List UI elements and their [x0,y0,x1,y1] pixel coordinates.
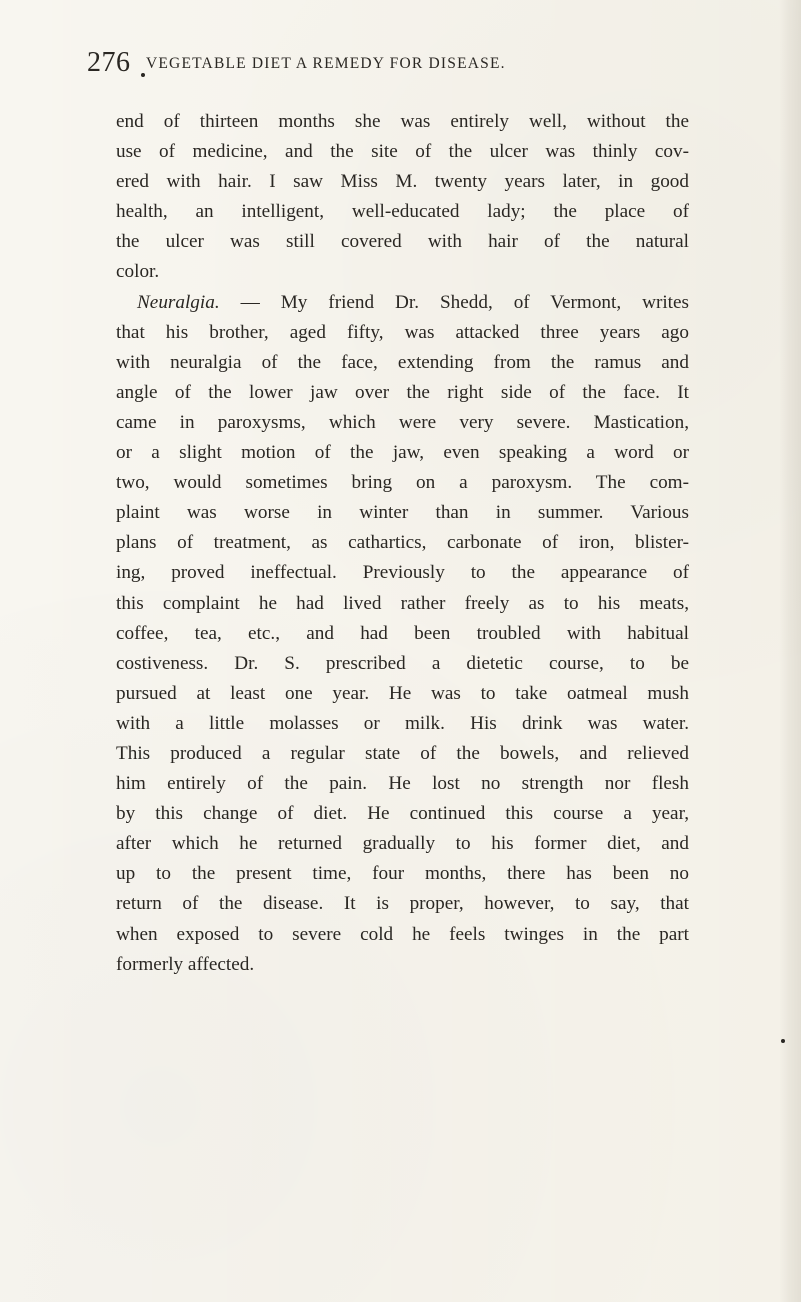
text-line: this complaint he had lived rather freely as to his meats, [116,592,689,614]
text-line: plans of treatment, as cathartics, carbonate of iron, blister- [116,532,689,554]
text-line: angle of the lower jaw over the right side of the face. It [116,381,689,403]
text-line: him entirely of the pain. He lost no strength nor flesh [116,773,689,795]
section-heading-label: Neuralgia. [137,291,220,313]
text-line: ing, proved ineffectual. Previously to the appearance of [116,562,689,584]
text-line: up to the present time, four months, there has been no [116,863,689,885]
text-line: came in paroxysms, which were very severe. Mastication, [116,411,689,433]
text-line: color. [116,261,160,283]
margin-dot-mark [781,1039,785,1043]
text-line: with neuralgia of the face, extending from the ramus and [116,351,689,373]
header-dot-mark [141,73,145,77]
text-line: with a little molasses or milk. His drink was water. [116,712,689,734]
text-line: pursued at least one year. He was to take oatmeal mush [116,682,689,704]
body-text [116,107,689,980]
page-number: 276 [87,47,131,78]
text-line: that his brother, aged fifty, was attacked three years ago [116,321,689,343]
text-line: formerly affected. [116,953,255,975]
text-line: costiveness. Dr. S. prescribed a dietetic course, to be [116,652,689,674]
section-heading-rest: — My friend Dr. Shedd, of Vermont, writes [219,291,689,313]
text-line: ered with hair. I saw Miss M. twenty years later, in good [116,171,689,193]
text-line: after which he returned gradually to his former diet, and [116,833,689,855]
text-line: the ulcer was still covered with hair of the natural [116,231,689,253]
text-line: plaint was worse in winter than in summer. Various [116,502,689,524]
text-line: when exposed to severe cold he feels twinges in the part [116,923,689,945]
running-head: VEGETABLE DIET A REMEDY FOR DISEASE. [146,55,506,72]
text-line: or a slight motion of the jaw, even speaking a word or [116,442,689,464]
text-line: by this change of diet. He continued this course a year, [116,803,689,825]
text-line: end of thirteen months she was entirely well, without the [116,111,689,132]
text-line: health, an intelligent, well-educated lady; the place of [116,201,689,223]
page-edge-shadow [779,0,801,1302]
text-line: two, would sometimes bring on a paroxysm. The com- [116,472,689,494]
text-line: use of medicine, and the site of the ulcer was thinly cov- [116,141,689,163]
text-line: This produced a regular state of the bowels, and relieved [116,742,689,764]
page-header [87,49,687,89]
text-line: return of the disease. It is proper, however, to say, that [116,893,689,915]
text-line: coffee, tea, etc., and had been troubled with habitual [116,622,689,644]
section-heading-line [116,288,689,318]
